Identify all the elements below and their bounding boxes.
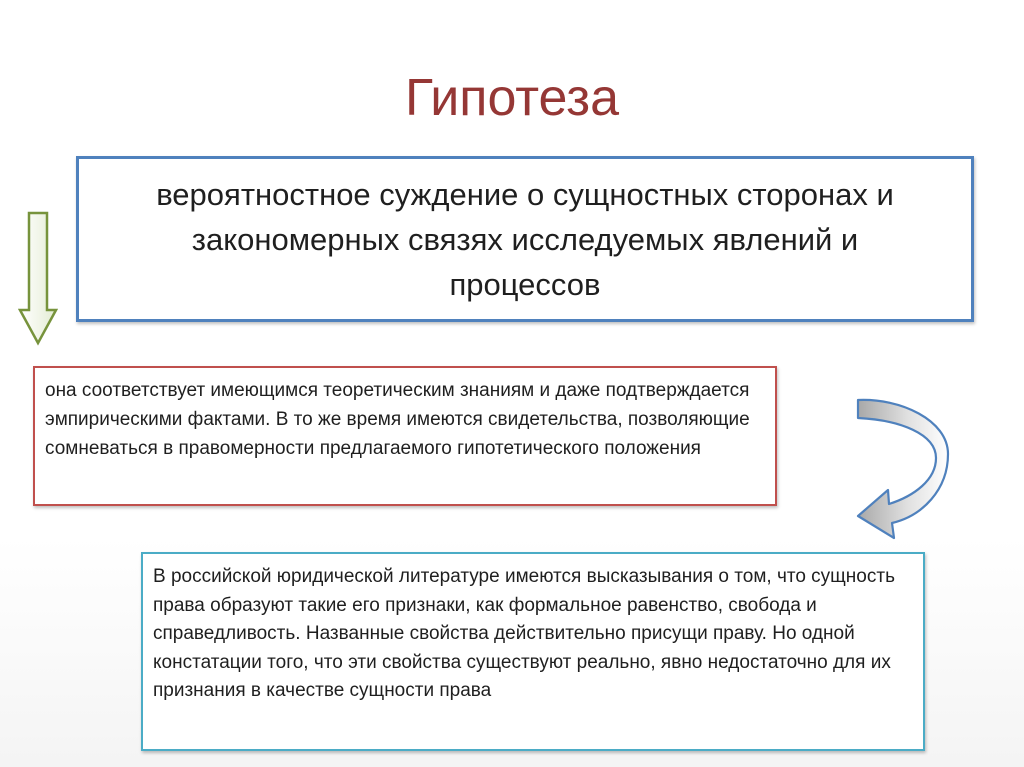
statement-text: она соответствует имеющимся теоретическим знаниям и даже подтверждается эмпирическими фактами. В то же время имеются свидетельства, позволяющие сомневаться в правомерности предлагаемого гипотетического положения [45,380,750,459]
statement-box [33,366,777,506]
definition-text: вероятностное суждение о сущностных сторонах и закономерных связях исследуемых явлений и процессов [156,176,894,302]
definition-box [76,156,974,322]
slide-title: Гипотеза [405,69,619,127]
example-text: В российской юридической литературе имеются высказывания о том, что сущность права образуют такие его признаки, как формальное равенство, свобода и справедливость. Названные свойства действительно присущи праву. Но одной констатации того, что эти свойства существуют реально, явно недостаточно для их признания в качестве сущности права [153,566,895,701]
example-box [141,552,925,751]
curved-arrow-icon [852,392,962,542]
down-arrow-icon [18,210,58,350]
